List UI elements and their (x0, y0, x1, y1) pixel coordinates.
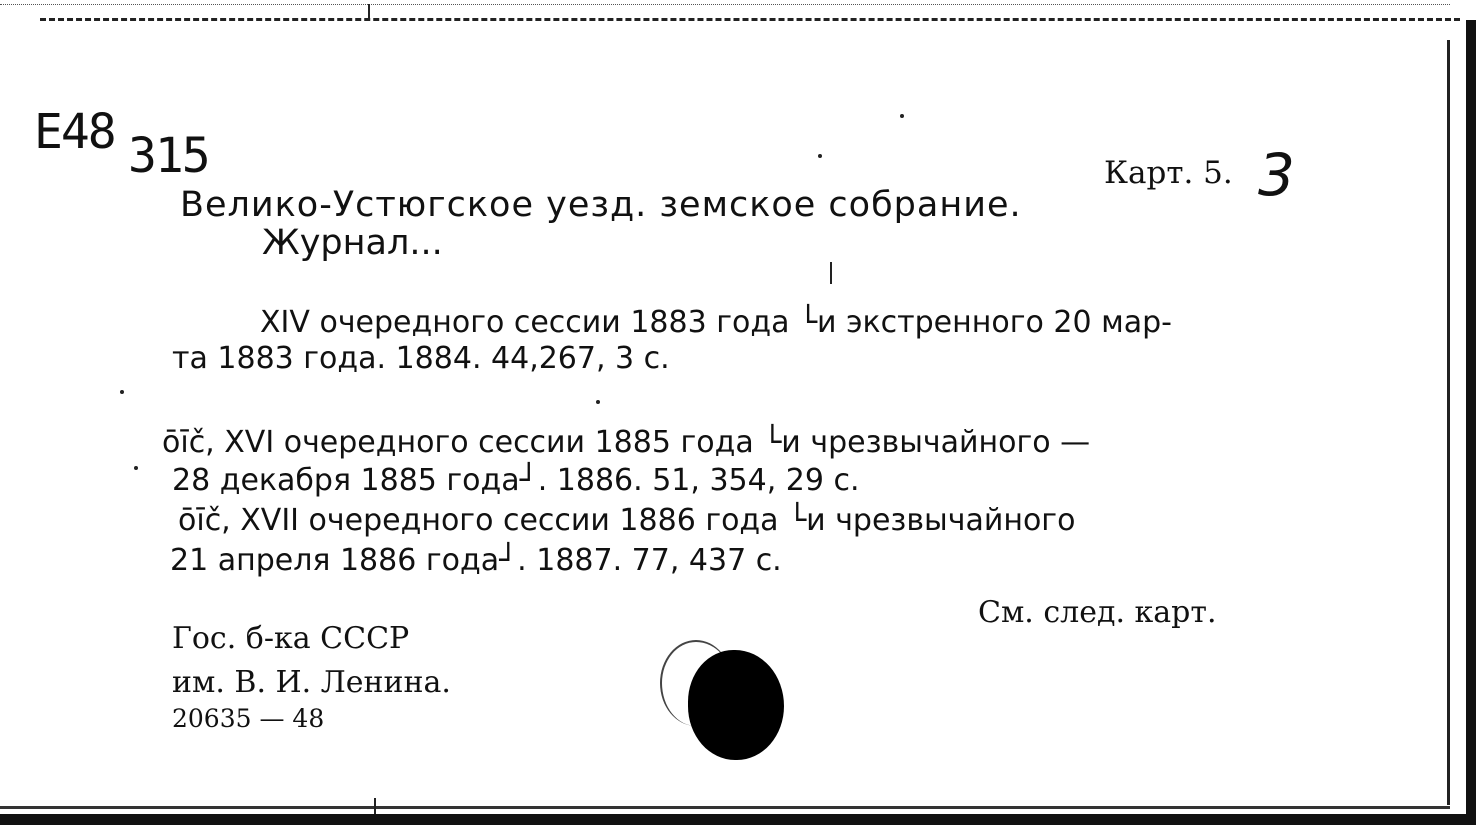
card-subheading: Журнал... (262, 223, 443, 263)
shelf-subcode: 315 (128, 128, 209, 184)
speck (120, 390, 124, 394)
bottom-border (0, 806, 1450, 809)
speck (900, 114, 904, 118)
top-tick-mark (368, 4, 370, 20)
right-border (1447, 40, 1450, 805)
shelf-code: E48 (34, 104, 115, 160)
speck (596, 400, 600, 404)
entry-line: 28 декабря 1885 года┘. 1886. 51, 354, 29 с. (172, 463, 860, 498)
speck (818, 154, 822, 158)
right-card-edge (1466, 20, 1476, 820)
punch-hole (688, 650, 784, 760)
card-number: Карт. 5. (1104, 155, 1233, 191)
top-dotted-border (0, 4, 1450, 5)
print-run-number: 20635 — 48 (172, 704, 325, 733)
bottom-tick-mark (374, 798, 376, 814)
continued-note: См. след. карт. (978, 595, 1217, 630)
card-handwritten-mark: 3 (1258, 141, 1295, 209)
entry-line: ōīč, XVI очередного сессии 1885 года └и чрезвычайного — (162, 425, 1091, 460)
bottom-card-edge (0, 814, 1476, 825)
library-name: Гос. б-ка СССР (172, 621, 410, 656)
card-heading: Велико-Устюгское уезд. земское собрание. (180, 185, 1022, 225)
speck (134, 466, 138, 470)
mid-tick-mark (830, 262, 832, 284)
top-dashed-border (40, 18, 1460, 21)
entry-line: 21 апреля 1886 года┘. 1887. 77, 437 с. (170, 543, 782, 578)
entry-line: та 1883 года. 1884. 44,267, 3 с. (172, 341, 670, 376)
entry-line: ōīč, XVII очередного сессии 1886 года └и чрезвычайного (178, 503, 1076, 538)
entry-line: XIV очередного сессии 1883 года └и экстренного 20 мар- (260, 305, 1172, 340)
library-name-line2: им. В. И. Ленина. (172, 665, 451, 700)
